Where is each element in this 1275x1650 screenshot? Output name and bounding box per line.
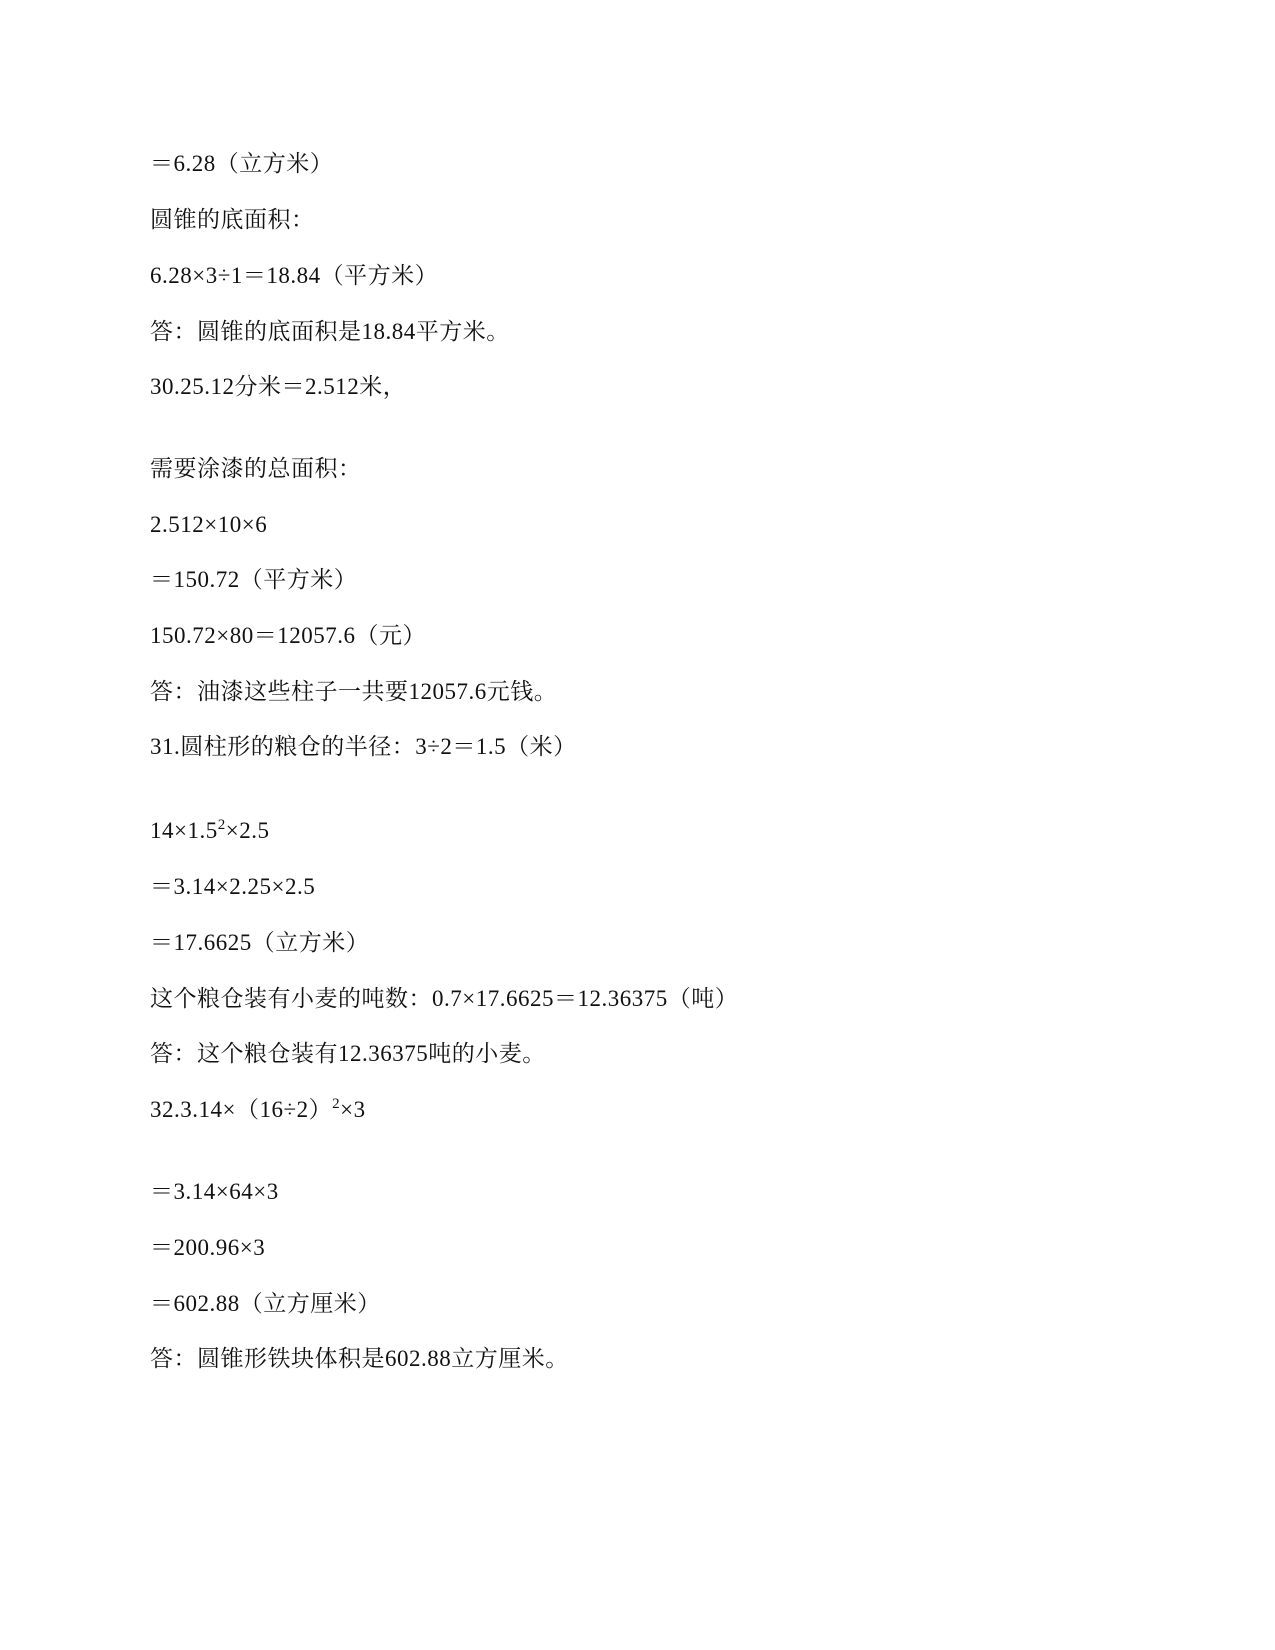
formula-tail: ×3 — [340, 1097, 366, 1122]
text-line: ＝200.96×3 — [150, 1235, 266, 1260]
text-line: 答：这个粮仓装有12.36375吨的小麦。 — [150, 1041, 546, 1066]
text-line: 31.圆柱形的粮仓的半径：3÷2＝1.5（米） — [150, 734, 577, 759]
text-line: 6.28×3÷1＝18.84（平方米） — [150, 263, 439, 288]
exponent: 2 — [217, 817, 226, 833]
text-line: ＝150.72（平方米） — [150, 567, 358, 592]
text-line: ＝3.14×2.25×2.5 — [150, 874, 316, 899]
text-line: ＝602.88（立方厘米） — [150, 1291, 381, 1316]
text-line: 圆锥的底面积： — [150, 207, 315, 232]
text-line: ＝3.14×64×3 — [150, 1179, 279, 1204]
formula-base: 32.3.14×（16÷2） — [150, 1097, 333, 1122]
text-line: 2.512×10×6 — [150, 512, 268, 537]
text-line: 需要涂漆的总面积： — [150, 456, 362, 481]
text-line: 30.25.12分米＝2.512米， — [150, 374, 407, 399]
formula-base: 14×1.5 — [150, 818, 218, 843]
text-line: 这个粮仓装有小麦的吨数：0.7×17.6625＝12.36375（吨） — [150, 986, 739, 1011]
text-line: 答：圆锥的底面积是18.84平方米。 — [150, 319, 510, 344]
text-line: 答：油漆这些柱子一共要12057.6元钱。 — [150, 679, 558, 704]
text-line: 150.72×80＝12057.6（元） — [150, 623, 426, 648]
formula-line — [150, 817, 269, 845]
formula-line — [150, 1096, 366, 1124]
text-line: ＝17.6625（立方米） — [150, 930, 370, 955]
text-line: 答：圆锥形铁块体积是602.88立方厘米。 — [150, 1346, 569, 1371]
text-line: ＝6.28（立方米） — [150, 151, 334, 176]
formula-tail: ×2.5 — [225, 818, 270, 843]
exponent: 2 — [332, 1096, 341, 1112]
